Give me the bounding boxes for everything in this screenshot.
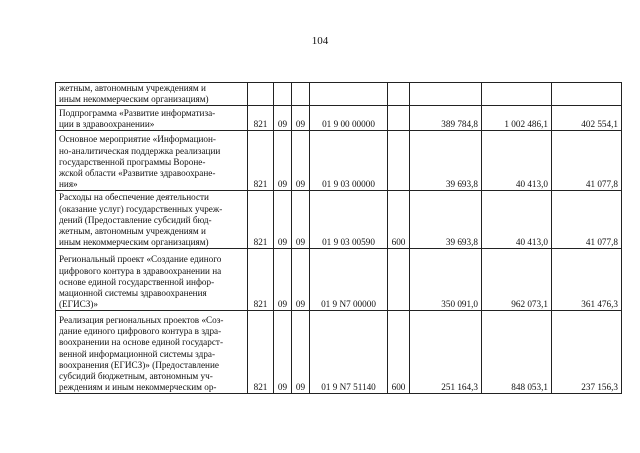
amount-year1: 350 091,0: [410, 249, 482, 311]
grbs-code: 821: [248, 191, 274, 249]
page-number: 104: [311, 35, 329, 47]
amount-year3: [552, 83, 622, 106]
vr-code: [388, 131, 410, 191]
amount-year2: 1 002 486,1: [482, 106, 552, 131]
vr-code: 600: [388, 191, 410, 249]
amount-year2: [482, 83, 552, 106]
grbs-code: [248, 83, 274, 106]
csr-code: 01 9 N7 00000: [310, 249, 388, 311]
csr-code: 01 9 03 00000: [310, 131, 388, 191]
rz-code: 09: [274, 131, 292, 191]
csr-code: 01 9 00 00000: [310, 106, 388, 131]
row-name: жетным, автономным учреждениям и иным некоммерческим организациям): [56, 83, 248, 106]
csr-code: 01 9 N7 51140: [310, 311, 388, 394]
amount-year1: 251 164,3: [410, 311, 482, 394]
amount-year1: [410, 83, 482, 106]
amount-year1: 39 693,8: [410, 131, 482, 191]
row-name: Основное мероприятие «Информацион- но-аналитическая поддержка реализации государственной программы Вороне- жской области «Развитие здравоохране- ния»: [56, 131, 248, 191]
vr-code: [388, 83, 410, 106]
grbs-code: 821: [248, 311, 274, 394]
amount-year3: 361 476,3: [552, 249, 622, 311]
amount-year3: 402 554,1: [552, 106, 622, 131]
row-name: Подпрограмма «Развитие информатиза- ции в здравоохранении»: [56, 106, 248, 131]
csr-code: 01 9 03 00590: [310, 191, 388, 249]
grbs-code: 821: [248, 249, 274, 311]
pr-code: 09: [292, 191, 310, 249]
amount-year3: 41 077,8: [552, 191, 622, 249]
amount-year1: 39 693,8: [410, 191, 482, 249]
grbs-code: 821: [248, 131, 274, 191]
table-row: [56, 106, 622, 131]
table-row: [56, 191, 622, 249]
table-row: [56, 131, 622, 191]
rz-code: 09: [274, 191, 292, 249]
table-row: [56, 83, 622, 106]
pr-code: 09: [292, 249, 310, 311]
row-name: Расходы на обеспечение деятельности (оказание услуг) государственных учреж- дений (Предоставление субсидий бюд- жетным, автономным учреждениям и иным некоммерческим организациям): [56, 191, 248, 249]
table-row: [56, 311, 622, 394]
amount-year2: 40 413,0: [482, 131, 552, 191]
amount-year2: 848 053,1: [482, 311, 552, 394]
pr-code: [292, 83, 310, 106]
rz-code: 09: [274, 311, 292, 394]
rz-code: 09: [274, 106, 292, 131]
table-row: [56, 249, 622, 311]
pr-code: 09: [292, 106, 310, 131]
amount-year3: 41 077,8: [552, 131, 622, 191]
vr-code: [388, 106, 410, 131]
amount-year2: 40 413,0: [482, 191, 552, 249]
rz-code: [274, 83, 292, 106]
rz-code: 09: [274, 249, 292, 311]
budget-table: [55, 82, 622, 394]
row-name: Реализация региональных проектов «Соз- дание единого цифрового контура в здра- воохранении на основе единой государст- венной информационной системы здра- воохранения (ЕГИСЗ)» (Предоставление субсидий бюджетным, автономным уч- реждениям и иным некоммерческим ор-: [56, 311, 248, 394]
pr-code: 09: [292, 131, 310, 191]
amount-year1: 389 784,8: [410, 106, 482, 131]
vr-code: 600: [388, 311, 410, 394]
amount-year2: 962 073,1: [482, 249, 552, 311]
amount-year3: 237 156,3: [552, 311, 622, 394]
pr-code: 09: [292, 311, 310, 394]
vr-code: [388, 249, 410, 311]
row-name: Региональный проект «Создание единого цифрового контура в здравоохранении на основе единой государственной инфор- мационной системы здравоохранения (ЕГИСЗ)»: [56, 249, 248, 311]
grbs-code: 821: [248, 106, 274, 131]
csr-code: [310, 83, 388, 106]
